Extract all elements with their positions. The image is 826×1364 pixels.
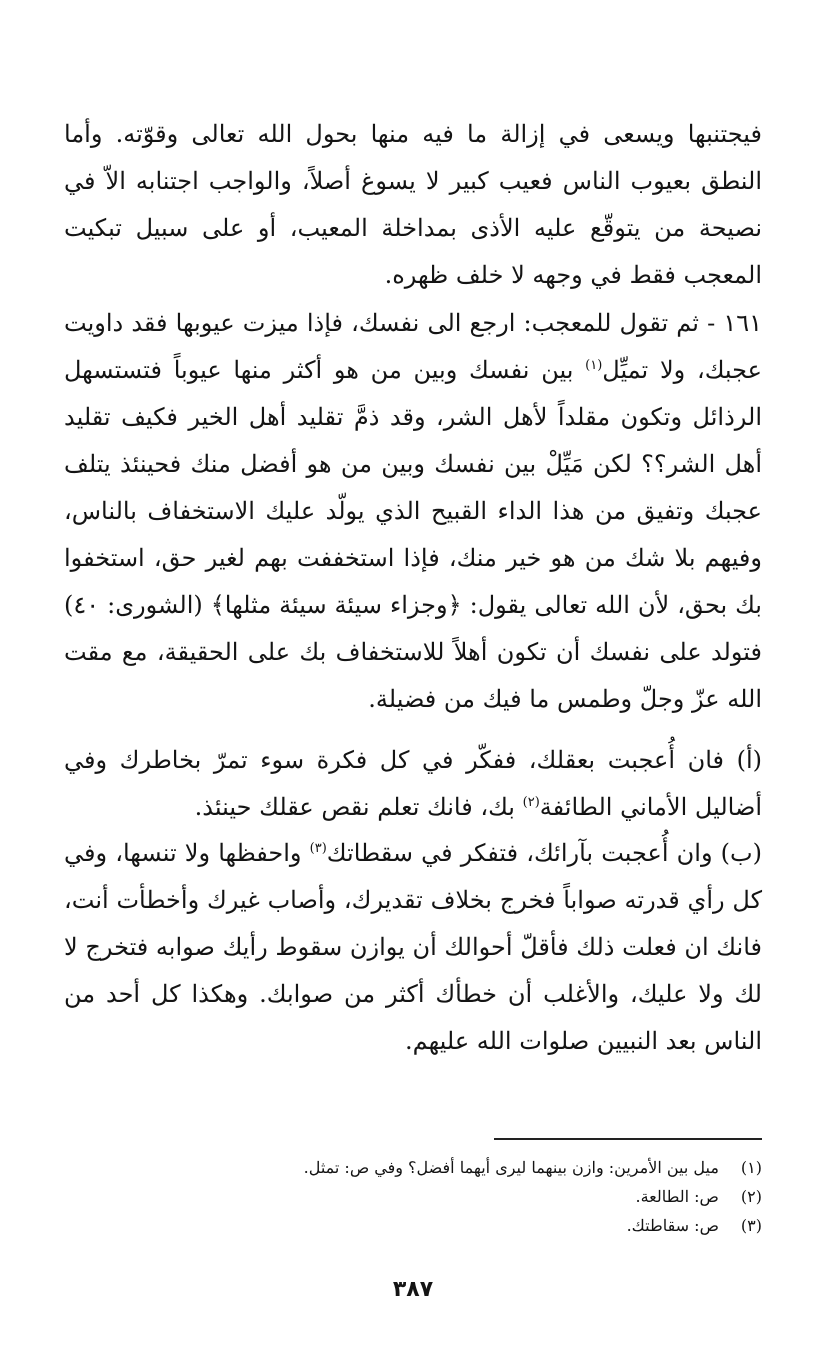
footnote-item <box>64 1211 762 1240</box>
footnote-ref-2[interactable]: (٢) <box>522 795 540 810</box>
paragraph-continuation <box>64 111 762 299</box>
paragraph-text-part-1: ١٦١ - ثم تقول للمعجب: ارجع الى نفسك، فإذا ميزت عيوبها فقد داويت عجبك، ولا تميِّل <box>64 309 762 384</box>
paragraph-text-part-2: بك، فانك تعلم نقص عقلك حينئذ. <box>194 793 515 821</box>
footnote-number: (٢) <box>740 1187 762 1206</box>
footnote-text: ص: سقاطتك. <box>626 1216 719 1235</box>
footnote-item <box>64 1182 762 1211</box>
paragraph-text-part-1: (ب) وان أُعجبت بآرائك، فتفكر في سقطاتك <box>326 839 762 867</box>
paragraph-b <box>64 830 762 1065</box>
page-number: ٣٨٧ <box>392 1277 434 1302</box>
footnote-number: (٣) <box>740 1216 762 1235</box>
footnotes-list <box>64 1153 762 1240</box>
paragraph-a <box>64 737 762 831</box>
footnote-number: (١) <box>740 1158 762 1177</box>
footnote-item <box>64 1153 762 1182</box>
footnote-text: ميل بين الأمرين: وازن بينهما ليرى أيهما أفضل؟ وفي ص: تمثل. <box>303 1158 719 1177</box>
footnote-text: ص: الطالعة. <box>635 1187 719 1206</box>
footnote-divider <box>494 1138 762 1140</box>
paragraph-161 <box>64 300 762 723</box>
paragraph-text-part-1: (أ) فان أُعجبت بعقلك، ففكّر في كل فكرة سوء تمرّ بخاطرك وفي أضاليل الأماني الطائفة <box>64 746 762 821</box>
footnote-ref-3[interactable]: (٣) <box>309 841 327 856</box>
footnote-ref-1[interactable]: (١) <box>585 358 603 373</box>
paragraph-text-part-2: بين نفسك وبين من هو أكثر منها عيوباً فتستسهل الرذائل وتكون مقلداً لأهل الشر، وقد ذمَّ تقليد أهل الخير فكيف تقليد أهل الشر؟؟ لكن مَيِّلْ بين نفسك وبين من هو أفضل منك فحينئذ يتلف عجبك وتفيق من هذا الداء القبيح الذي يولّد عليك الاستخفاف بالناس، وفيهم بلا شك من هو خير منك، فإذا استخففت بهم لغير حق، استخفوا بك بحق، لأن الله تعالى يقول: ﴿وجزاء سيئة سيئة مثلها﴾ (الشورى: ٤٠) فتولد على نفسك أن تكون أهلاً للاستخفاف بك على الحقيقة، مع مقت الله عزّ وجلّ وطمس ما فيك من فضيلة. <box>64 356 762 713</box>
paragraph-text: فيجتنبها ويسعى في إزالة ما فيه منها بحول الله تعالى وقوّته. وأما النطق بعيوب الناس فعيب كبير لا يسوغ أصلاً، والواجب اجتنابه الاّ في نصيحة من يتوقّع عليه الأذى بمداخلة المعيب، أو على سبيل تبكيت المعجب فقط في وجهه لا خلف ظهره. <box>64 120 762 289</box>
paragraph-text-part-2: واحفظها ولا تنسها، وفي كل رأي قدرته صواباً فخرج بخلاف تقديرك، وأصاب غيرك وأخطأت أنت، فانك ان فعلت ذلك فأقلّ أحوالك أن يوازن سقوط رأيك صوابه فتخرج لا لك ولا عليك، والأغلب أن خطأك أكثر من صوابك. وهكذا كل أحد من الناس بعد النبيين صلوات الله عليهم. <box>64 839 762 1055</box>
